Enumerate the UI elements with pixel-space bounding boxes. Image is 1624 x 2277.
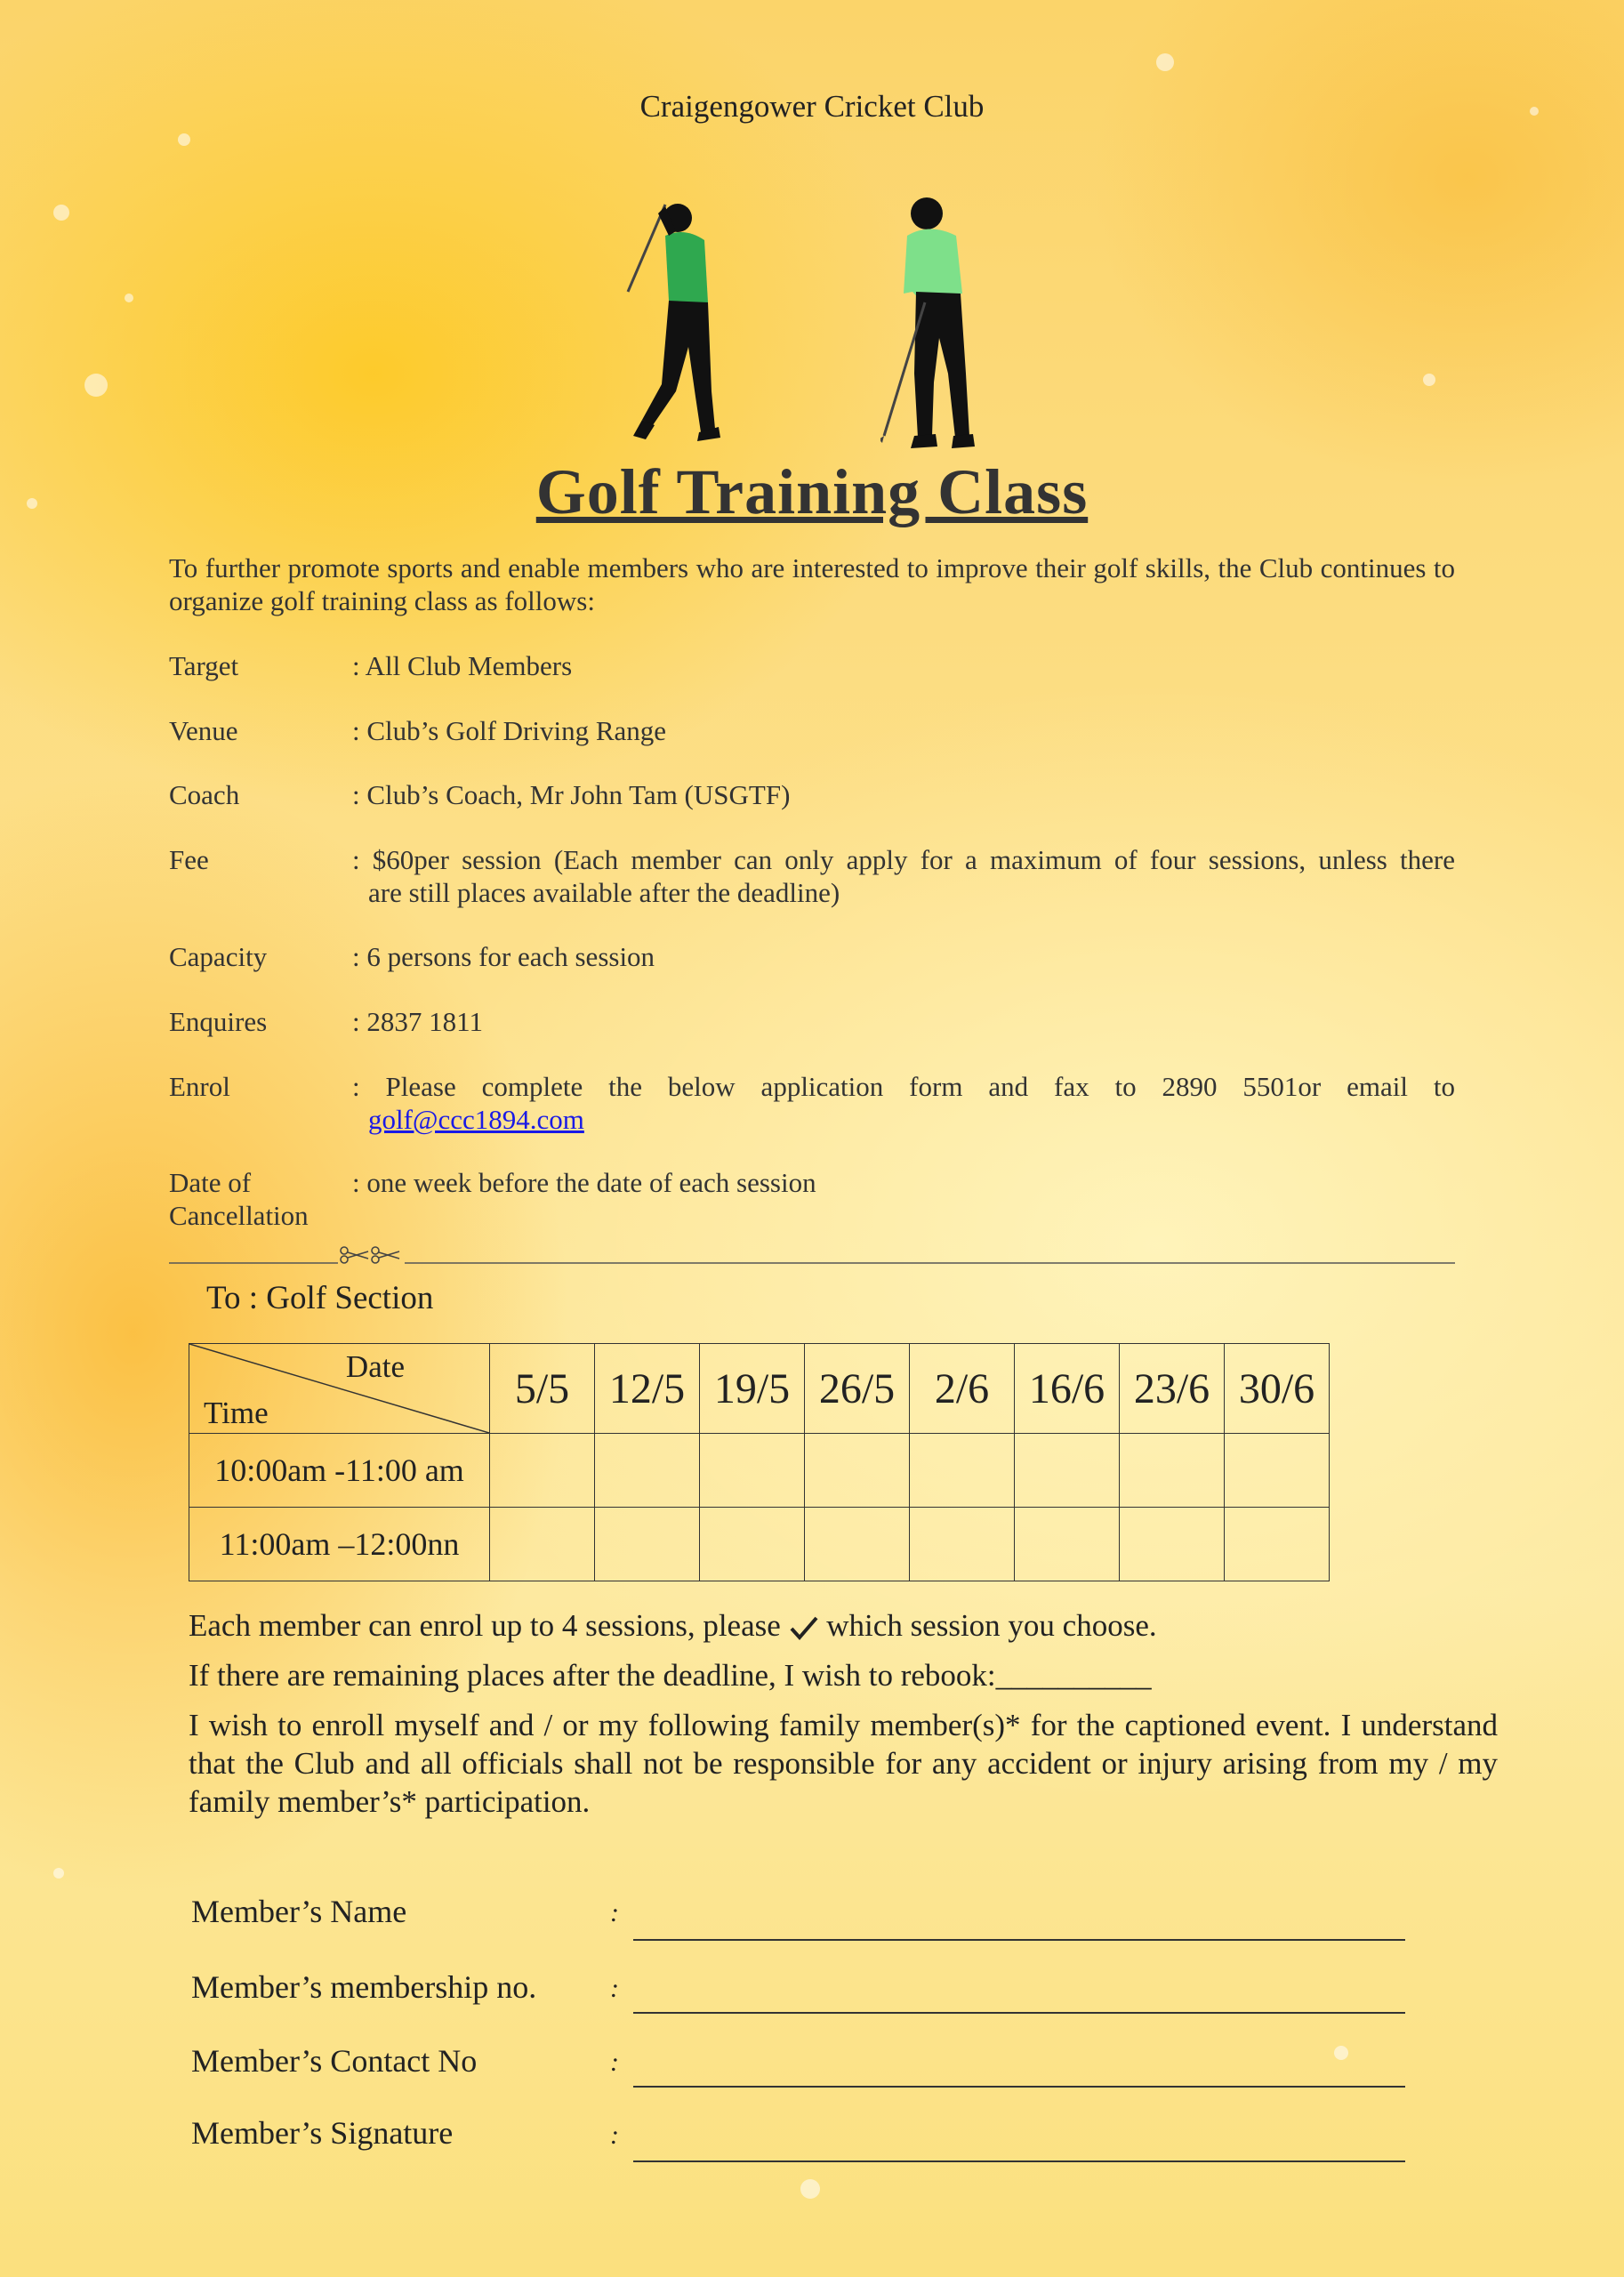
coach-label: Coach bbox=[169, 779, 240, 810]
date-col-header: 12/5 bbox=[595, 1344, 700, 1434]
cancellation-label bbox=[169, 1166, 356, 1232]
time-header: Time bbox=[204, 1396, 269, 1430]
enrol-email-link[interactable]: golf@ccc1894.com bbox=[368, 1104, 584, 1135]
date-header: Date bbox=[345, 1349, 405, 1384]
cancellation-label-line2: Cancellation bbox=[169, 1200, 309, 1231]
session-checkbox-cell[interactable] bbox=[910, 1508, 1015, 1581]
golfer-swing-illustration bbox=[623, 187, 747, 445]
signature-label: Member’s Signature bbox=[191, 2115, 454, 2151]
enrol-value bbox=[352, 1070, 1455, 1136]
to-golf-section: To : Golf Section bbox=[206, 1280, 434, 1316]
checkmark-icon bbox=[789, 1614, 819, 1641]
session-checkbox-cell[interactable] bbox=[595, 1434, 700, 1508]
capacity-value: : 6 persons for each session bbox=[352, 941, 655, 972]
page-title: Golf Training Class bbox=[535, 456, 1089, 527]
enrol-note-before: Each member can enrol up to 4 sessions, please bbox=[189, 1608, 781, 1643]
fee-value-line1: : $60per session (Each member can only apply for a maximum of four sessions, unless there bbox=[352, 844, 1455, 875]
member-name-label: Member’s Name bbox=[191, 1894, 407, 1929]
session-checkbox-cell[interactable] bbox=[1225, 1434, 1330, 1508]
enrol-value-line1: : Please complete the below application form and fax to 2890 5501or email to bbox=[352, 1071, 1455, 1102]
capacity-label: Capacity bbox=[169, 941, 268, 972]
session-checkbox-cell[interactable] bbox=[595, 1508, 700, 1581]
session-checkbox-cell[interactable] bbox=[490, 1434, 595, 1508]
contact-no-field[interactable] bbox=[633, 2086, 1405, 2088]
cut-line bbox=[169, 1243, 1455, 1265]
session-checkbox-cell[interactable] bbox=[1120, 1508, 1225, 1581]
golfer-putting-illustration bbox=[880, 196, 1005, 454]
session-checkbox-cell[interactable] bbox=[490, 1508, 595, 1581]
member-name-field[interactable] bbox=[633, 1939, 1405, 1941]
session-checkbox-cell[interactable] bbox=[805, 1434, 910, 1508]
fee-label: Fee bbox=[169, 844, 209, 875]
signature-field[interactable] bbox=[633, 2160, 1405, 2162]
session-checkbox-cell[interactable] bbox=[1015, 1508, 1120, 1581]
date-col-header: 26/5 bbox=[805, 1344, 910, 1434]
enquires-label: Enquires bbox=[169, 1006, 268, 1037]
session-checkbox-cell[interactable] bbox=[910, 1434, 1015, 1508]
date-col-header: 16/6 bbox=[1015, 1344, 1120, 1434]
venue-label: Venue bbox=[169, 715, 238, 746]
enrol-note bbox=[189, 1606, 1498, 1645]
scissors-icon bbox=[341, 1247, 399, 1263]
contact-no-label: Member’s Contact No bbox=[191, 2043, 478, 2079]
date-col-header: 2/6 bbox=[910, 1344, 1015, 1434]
cancellation-value: : one week before the date of each session bbox=[352, 1167, 816, 1198]
rebook-text: If there are remaining places after the deadline, I wish to rebook:__________ bbox=[189, 1658, 1152, 1693]
date-col-header: 23/6 bbox=[1120, 1344, 1225, 1434]
session-checkbox-cell[interactable] bbox=[700, 1508, 805, 1581]
membership-no-field[interactable] bbox=[633, 2012, 1405, 2014]
session-checkbox-cell[interactable] bbox=[1015, 1434, 1120, 1508]
date-col-header: 30/6 bbox=[1225, 1344, 1330, 1434]
session-checkbox-cell[interactable] bbox=[1225, 1508, 1330, 1581]
intro-paragraph: To further promote sports and enable members who are interested to improve their golf skills, the Club continues to organize golf training class as follows: bbox=[169, 552, 1455, 616]
membership-no-colon: : bbox=[610, 1974, 619, 2003]
coach-value: : Club’s Coach, Mr John Tam (USGTF) bbox=[352, 779, 791, 810]
member-name-colon: : bbox=[610, 1898, 619, 1927]
session-table bbox=[189, 1343, 1330, 1581]
session-checkbox-cell[interactable] bbox=[805, 1508, 910, 1581]
table-corner-header bbox=[189, 1344, 490, 1434]
session-checkbox-cell[interactable] bbox=[1120, 1434, 1225, 1508]
time-row-label: 11:00am –12:00nn bbox=[189, 1508, 490, 1581]
time-row-label: 10:00am -11:00 am bbox=[189, 1434, 490, 1508]
declaration-text: I wish to enroll myself and / or my following family member(s)* for the captioned event. I understand that the Club and all officials shall not be responsible for any accident or injury arising from my / my family member’s* participation. bbox=[189, 1708, 1498, 1819]
club-name: Craigengower Cricket Club bbox=[639, 89, 985, 124]
cancellation-label-line1: Date of bbox=[169, 1167, 252, 1198]
membership-no-label: Member’s membership no. bbox=[191, 1969, 537, 2005]
date-col-header: 19/5 bbox=[700, 1344, 805, 1434]
venue-value: : Club’s Golf Driving Range bbox=[352, 715, 667, 746]
enquires-value: : 2837 1811 bbox=[352, 1006, 483, 1037]
contact-no-colon: : bbox=[610, 2048, 619, 2077]
fee-value bbox=[352, 843, 1455, 909]
enrol-note-after: which session you choose. bbox=[826, 1608, 1157, 1643]
session-checkbox-cell[interactable] bbox=[700, 1434, 805, 1508]
fee-value-line2: are still places available after the deadline) bbox=[368, 877, 840, 908]
signature-colon: : bbox=[610, 2120, 619, 2150]
enrol-label: Enrol bbox=[169, 1071, 230, 1102]
target-value: : All Club Members bbox=[352, 650, 573, 681]
date-col-header: 5/5 bbox=[490, 1344, 595, 1434]
target-label: Target bbox=[169, 650, 239, 681]
